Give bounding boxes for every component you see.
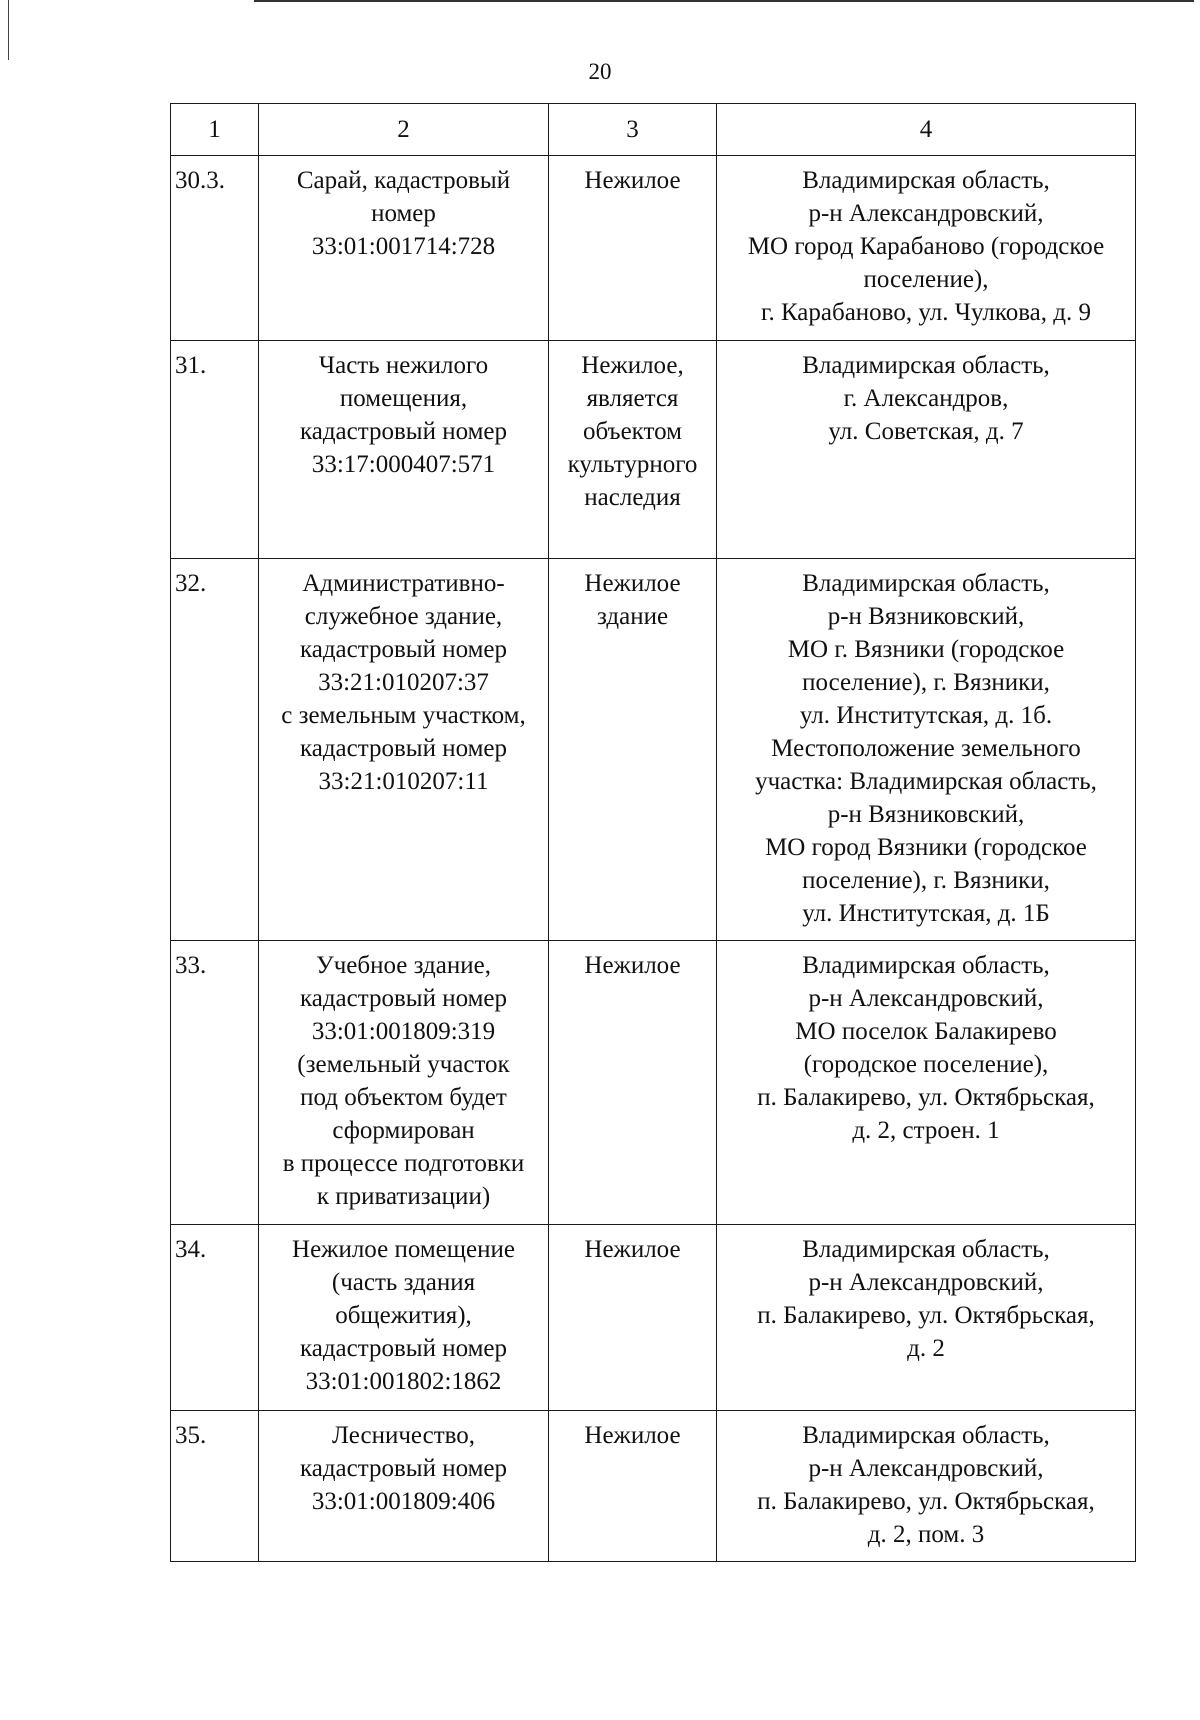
- address: Владимирская область, р-н Александровский, МО город Карабаново (городское поселение), г. Карабаново, ул. Чулкова, д. 9: [747, 167, 1105, 326]
- scan-edge-mark: [8, 0, 9, 60]
- table-row: [171, 941, 1136, 1225]
- row-number: 34.: [171, 1225, 259, 1411]
- address: Владимирская область, р-н Александровский, п. Балакирево, ул. Октябрьская, д. 2, пом. 3: [757, 1422, 1095, 1548]
- object-type: Нежилое: [584, 167, 681, 194]
- object-type-cell: [549, 341, 717, 559]
- object-type-cell: [549, 156, 717, 341]
- row-number: 31.: [171, 341, 259, 559]
- object-type: Нежилое: [584, 952, 681, 979]
- table-row: [171, 1411, 1136, 1562]
- row-number: 35.: [171, 1411, 259, 1562]
- object-name-cell: [259, 1225, 549, 1411]
- table-row: [171, 559, 1136, 941]
- object-type-cell: [549, 1225, 717, 1411]
- object-type-cell: [549, 1411, 717, 1562]
- object-name: Учебное здание, кадастровый номер 33:01:001809:319 (земельный участок под объектом будет сформирован в процессе подготовки к приватизации): [282, 952, 525, 1210]
- row-number: 32.: [171, 559, 259, 941]
- table-row: [171, 1225, 1136, 1411]
- object-name: Лесничество, кадастровый номер 33:01:001809:406: [299, 1422, 508, 1515]
- row-number: 33.: [171, 941, 259, 1225]
- object-name: Сарай, кадастровый номер 33:01:001714:728: [296, 167, 511, 260]
- table-row: [171, 156, 1136, 341]
- address-cell: [717, 1411, 1136, 1562]
- row-number: 30.3.: [171, 156, 259, 341]
- table-row: [171, 341, 1136, 559]
- object-type-cell: [549, 941, 717, 1225]
- column-header-2: 2: [259, 104, 549, 156]
- address-cell: [717, 559, 1136, 941]
- object-name: Административно- служебное здание, кадастровый номер 33:21:010207:37 с земельным участком, кадастровый номер 33:21:010207:11: [281, 570, 526, 795]
- object-name-cell: [259, 156, 549, 341]
- property-table: [170, 103, 1136, 1562]
- object-type-cell: [549, 559, 717, 941]
- address-cell: [717, 941, 1136, 1225]
- address-cell: [717, 156, 1136, 341]
- scan-top-line: [254, 0, 1194, 2]
- table-header-row: [171, 104, 1136, 156]
- column-header-3: 3: [549, 104, 717, 156]
- column-header-1: 1: [171, 104, 259, 156]
- address-cell: [717, 1225, 1136, 1411]
- object-name-cell: [259, 941, 549, 1225]
- object-type: Нежилое: [584, 1236, 681, 1263]
- address: Владимирская область, р-н Вязниковский, МО г. Вязники (городское поселение), г. Вязники, ул. Институтская, д. 1б. Местоположение земельного участка: Владимирская область, р-н Вязниковский, МО город Вязники (городское поселение), г. Вязники, ул. Институтская, д. 1Б: [755, 570, 1097, 927]
- object-name: Нежилое помещение (часть здания общежития), кадастровый номер 33:01:001802:1862: [292, 1236, 515, 1395]
- address: Владимирская область, г. Александров, ул. Советская, д. 7: [802, 352, 1050, 445]
- address-cell: [717, 341, 1136, 559]
- object-type: Нежилое: [584, 1422, 681, 1449]
- address: Владимирская область, р-н Александровский, п. Балакирево, ул. Октябрьская, д. 2: [757, 1236, 1095, 1362]
- object-name-cell: [259, 559, 549, 941]
- object-type: Нежилое, является объектом культурного наследия: [567, 352, 698, 511]
- object-name-cell: [259, 341, 549, 559]
- object-name: Часть нежилого помещения, кадастровый номер 33:17:000407:571: [299, 352, 508, 478]
- address: Владимирская область, р-н Александровский, МО поселок Балакирево (городское поселение), п. Балакирево, ул. Октябрьская, д. 2, строен. 1: [757, 952, 1095, 1144]
- object-type: Нежилое здание: [584, 570, 681, 630]
- page-number: 20: [588, 59, 612, 84]
- column-header-4: 4: [717, 104, 1136, 156]
- object-name-cell: [259, 1411, 549, 1562]
